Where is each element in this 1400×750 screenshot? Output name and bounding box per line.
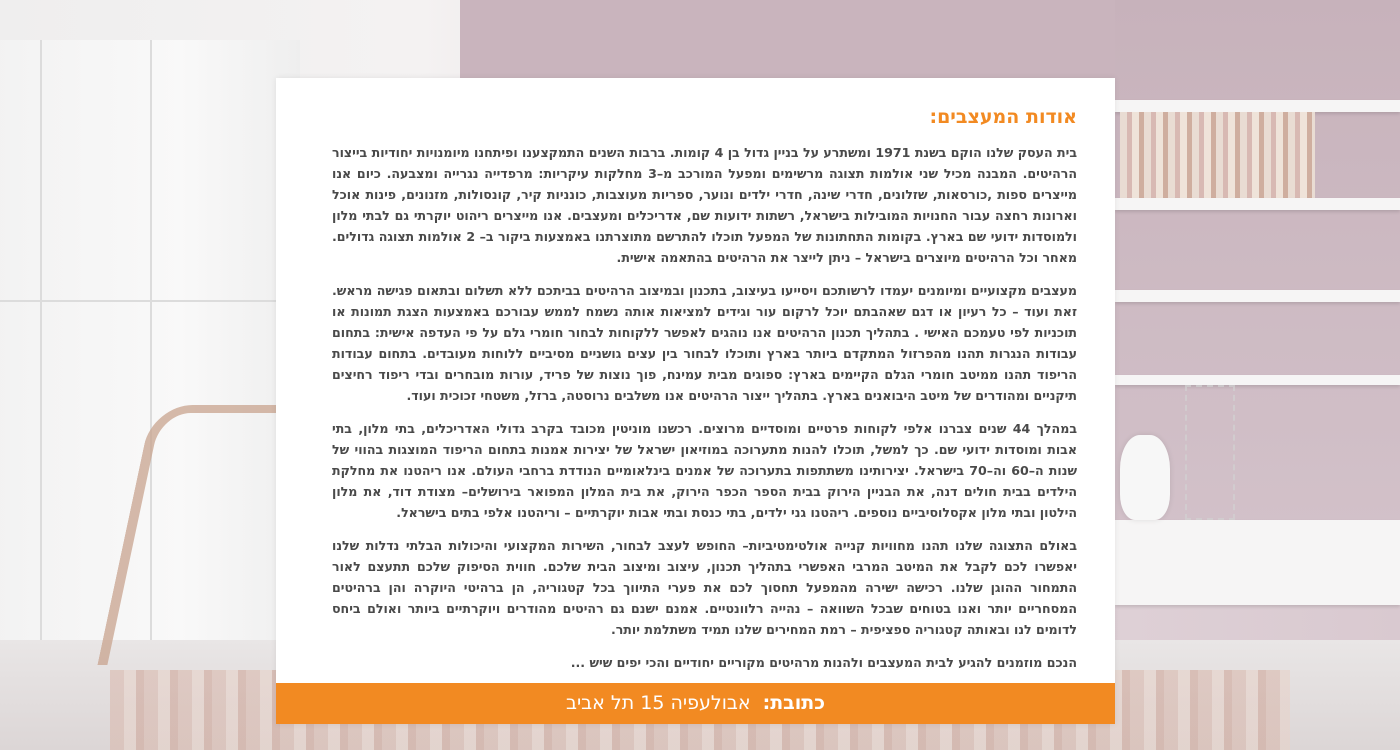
background-shelf bbox=[1115, 290, 1400, 302]
background-cabinet-shelf bbox=[0, 300, 300, 302]
page-title: אודות המעצבים: bbox=[929, 106, 1077, 128]
about-paragraph: באולם התצוגה שלנו תהנו מחוויות קנייה אולטימטיביות– החופש לעצב לבחור, השירות המקצועי והיכולות הבלתי נדלות שלנו יאפשרו לכם לקבל את המיטב המרבי האפשרי בתהליך תכנון, עיצוב ומיצוב הבית שלכם. חווית הסיפוק שלכם תתעצם לאור התמחור ההוגן שלנו. רכישה ישירה מהמפעל תחסוך לכם את פערי התיווך בכל קטגוריה, הן ברהיטי היוקרה והן ברהיטים המסחריים יותר ואנו בטוחים שבכל השוואה – נהייה רלוונטיים. אמנם ישנם גם רהיטים מהודרים ויוקרתיים ביותר ואולם ביחס לדומים לנו ובאותה קטגוריה ספציפית – רמת המחירים שלנו תמיד משתלמת יותר. bbox=[332, 538, 1077, 637]
background-sideboard bbox=[1115, 520, 1400, 605]
about-paragraph: בית העסק שלנו הוקם בשנת 1971 ומשתרע על בניין גדול בן 4 קומות. ברבות השנים התמקצענו ופיתחנו מיומנויות יחודיות בייצור הרהיטים. המבנה מכיל שני אולמות תצוגה מרשימים ומפעל המורכב מ–3 מחלקות עיקריות: מרפדייה נגרייה ומצבעה. כיום אנו מייצרים ספות ,כורסאות, שזלונים, חדרי שינה, חדרי ילדים ונוער, ספריות מעוצבות, כונניות קיר, קונסולות, מזנונים, פינות אוכל וארונות רחצה עבור החנויות המובילות בישראל, רשתות ידועות שם, אדריכלים ומעצבים. אנו מייצרים ריהוט יוקרתי גם לבתי מלון ולמוסדות ידועי שם בארץ. בקומות התחתונות של המפעל תוכלו להתרשם מתוצרתנו באמצעות ביקור ב– 2 אולמות תצוגה גדולים. מאחר וכל הרהיטים מיוצרים בישראל – ניתן לייצר את הרהיטים בהתאמה אישית. bbox=[332, 145, 1078, 265]
about-paragraph: מעצבים מקצועיים ומיומנים יעמדו לרשותכם ויסייעו בעיצוב, בתכנון ובמיצוב הרהיטים בביתכם ללא תשלום ובתאום פגישה מראש. זאת ועוד – כל רעיון או דגם שאהבתם יוכל לרקום עור וגידים למציאות אותה נשמח לממש עבורכם באמצעות הצגת תמונות או תוכניות לפי טעמכם האישי . בתהליך תכנון הרהיטים אנו נוהגים לאפשר ללקוחות לבחור חומרי גלם על פי העדפה אישית: בתחום עבודות הנגרות תהנו מהפרזול המתקדם ביותר בארץ ותוכלו לבחור בין עצים גושניים מסיביים ללוחות מעובדים. בתחום עבודות הריפוד תהנו ממיטב חומרי הגלם הקיימים בארץ: ספוגים מבית עמינח, פוך נוצות של פריד, עורות מובחרים ובדי ריפוד רחיצים תיקניים ומהודרים של מיטב היבואנים בארץ. בתהליך ייצור הרהיטים אנו משלבים נרוסטה, ברזל, משטחי זכוכית ועוד. bbox=[332, 283, 1077, 403]
background-vase bbox=[1120, 435, 1170, 520]
address-bar bbox=[276, 683, 1115, 724]
address-value: אבולעפיה 15 תל אביב bbox=[565, 692, 751, 714]
about-paragraph: במהלך 44 שנים צברנו אלפי לקוחות פרטיים ומוסדיים מרוצים. רכשנו מוניטין מכובד בקרב גדולי האדריכלים, בתי מלון, בתי אבות ומוסדות ידועי שם. כך למשל, תוכלו להנות מתערוכה במוזיאון ישראל של יצירות אמנות בתחום הריפוד המוצגות בהווי של שנות ה–60 וה–70 בישראל. יצירותינו משתתפות בתערוכה של אמנים בינלאומיים הנודדת ברחבי העולם. אנו ריהטנו את מחלקת הילדים בבית חולים דנה, את הבניין הירוק בבית הספר הכפר הירוק, את בית המלון המפואר בירושלים– מצודת דוד, את מלון הילטון ובתי מלון אקסלוסיביים נוספים. ריהטנו גני ילדים, בתי כנסת ובתי אבות יוקרתיים – וריהטנו אלפי בתים בישראל. bbox=[332, 421, 1077, 520]
about-paragraph: הנכם מוזמנים להגיע לבית המעצבים ולהנות מרהיטים מקוריים יחודיים והכי יפים שיש ... bbox=[570, 655, 1077, 670]
about-panel bbox=[276, 78, 1115, 724]
background-sculpture bbox=[1185, 385, 1235, 520]
background-shelf bbox=[1115, 375, 1400, 385]
background-cabinet-divider bbox=[40, 40, 42, 660]
background-shelf bbox=[1115, 198, 1400, 210]
background-shelf bbox=[1115, 100, 1400, 112]
address-label: כתובת: bbox=[762, 692, 826, 714]
about-content bbox=[332, 106, 1077, 685]
background-books bbox=[1120, 112, 1315, 198]
